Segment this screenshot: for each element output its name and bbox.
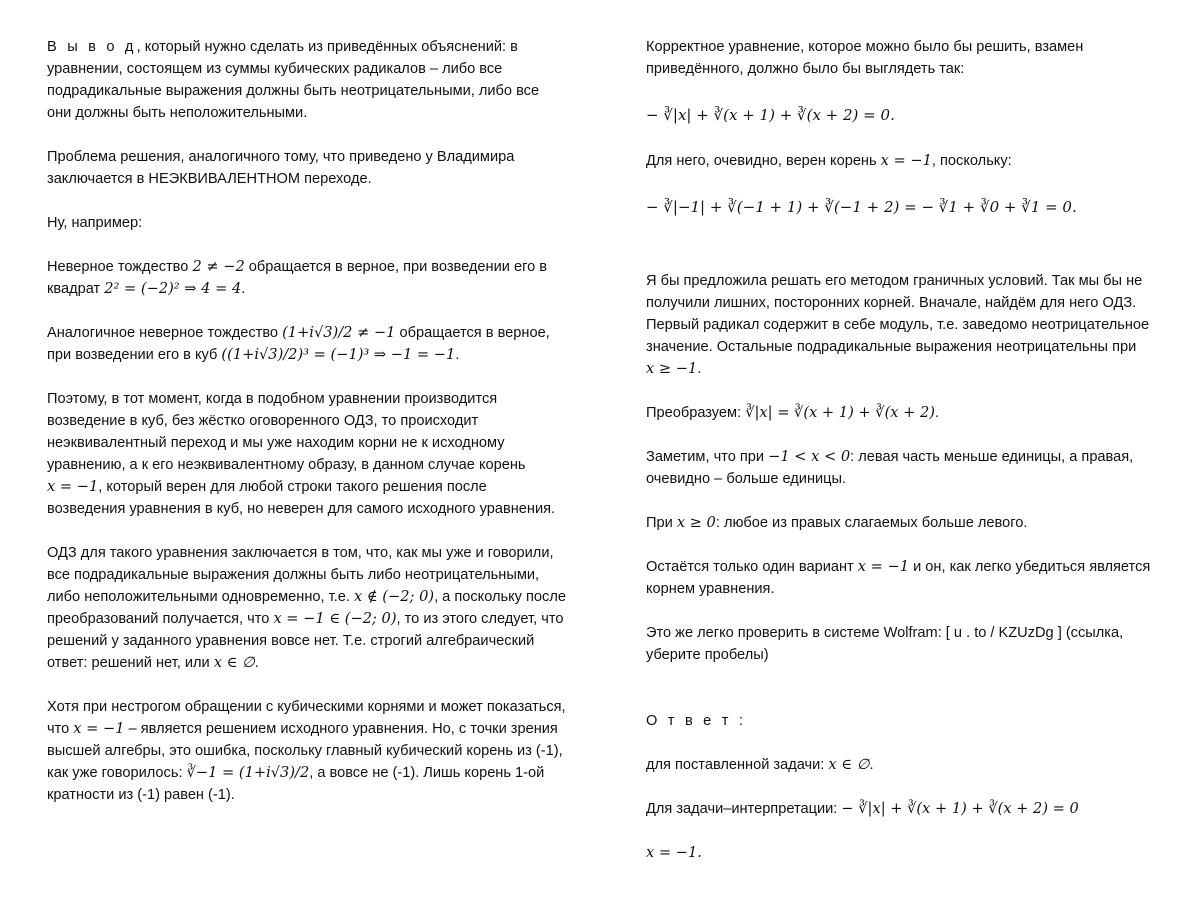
single-variant-paragraph: Остаётся только один вариант x = −1 и он, как легко убедиться является корнем уравнения. [646,558,1151,597]
math-interval: −1 < x < 0 [768,448,851,465]
cube-example-paragraph: Аналогичное неверное тождество (1+i√3)/2 ≠ −1 обращается в верное, при возведении его в куб ((1+i√3)/2)³ = (−1)³ ⇒ −1 = −1. [47,324,550,363]
math-root: x = −1 [47,478,99,495]
boundary-method-paragraph: Я бы предложила решать его методом граничных условий. Так мы бы не получили лишних, посторонних корней. Вначале, найдём для него ОДЗ. Первый радикал содержит в себе модуль, т.е. заведомо неотрицательное значение. Остальные подрадикальные выражения неотрицательны при x ≥ −1. [646,273,1150,377]
math-principal-cube-root: ∛−1 = (1+i√3)/2 [186,764,310,781]
nonnegative-paragraph: При x ≥ 0: любое из правых слагаемых больше левого. [646,514,1028,531]
root-statement: Для него, очевидно, верен корень x = −1, поскольку: [646,152,1012,169]
math-empty-set: x ∈ ∅ [828,756,870,773]
odz-paragraph: ОДЗ для такого уравнения заключается в том, что, как мы уже и говорили, все подрадикальные выражения должны быть либо неотрицательными, либо неположительными одновременно, т.е. x ∉ (−2; 0), а поскольку после преобразований получается, что x = −1 ∈ (−2; 0), то из этого следует, что решений у заданного уравнения вовсе нет. Т.е. строгий алгебраический ответ: решений нет, или x ∈ ∅. [47,545,566,671]
left-column [47,36,567,806]
math-root-in-interval: x = −1 ∈ (−2; 0) [273,610,397,627]
conclusion-label: В ы в о д [47,39,137,55]
problem-paragraph: Проблема решения, аналогичного тому, что приведено у Владимира заключается в НЕЭКВИВАЛЕНТНОМ переходе. [47,149,515,187]
answer-root: x = −1. [646,844,702,861]
answer-posed-task: для поставленной задачи: x ∈ ∅. [646,756,874,773]
conclusion-paragraph: В ы в о д, который нужно сделать из приведённых объяснений: в уравнении, состоящем из суммы кубических радикалов – либо все подрадикальные выражения должны быть неотрицательными, либо все они должны быть неположительными. [47,39,540,121]
square-example-paragraph: Неверное тождество 2 ≠ −2 обращается в верное, при возведении его в квадрат 2² = (−2)² ⇒ 4 = 4. [47,258,548,297]
correct-equation-intro: Корректное уравнение, которое можно было бы решить, взамен приведённого, должно было бы выглядеть так: [646,39,1084,77]
math-empty-set: x ∈ ∅ [213,654,255,671]
transform-paragraph: Преобразуем: ∛|x| = ∛(x + 1) + ∛(x + 2). [646,404,940,421]
example-intro: Ну, например: [47,215,143,231]
math-root: x = −1 [73,720,125,737]
root-verification: − ∛|−1| + ∛(−1 + 1) + ∛(−1 + 2) = − ∛1 + ∛0 + ∛1 = 0. [646,198,1077,216]
negative-interval-paragraph: Заметим, что при −1 < x < 0: левая часть меньше единицы, а правая, очевидно – больше единицы. [646,448,1134,487]
wolfram-paragraph: Это же легко проверить в системе Wolfram: [ u . to / KZUzDg ] (ссылка, уберите пробелы) [646,625,1124,663]
math-root: x = −1 [880,152,932,169]
math-domain: x ≥ −1 [646,360,698,377]
math-inequality: 2 ≠ −2 [192,258,245,275]
math-odz-condition: x ∉ (−2; 0) [354,588,435,605]
right-column [646,36,1156,864]
math-square-identity: 2² = (−2)² ⇒ 4 = 4 [104,280,242,297]
math-interpretation-equation: − ∛|x| + ∛(x + 1) + ∛(x + 2) = 0 [841,800,1079,817]
correct-equation: − ∛|x| + ∛(x + 1) + ∛(x + 2) = 0. [646,106,895,124]
math-cube-identity: ((1+i√3)/2)³ = (−1)³ ⇒ −1 = −1 [221,346,456,363]
nonequivalent-paragraph: Поэтому, в тот момент, когда в подобном уравнении производится возведение в куб, без жёстко оговоренного ОДЗ, то происходит неэквивалентный переход и мы уже находим корни не к исходному уравнению, а к его неэквивалентному образу, в данном случае корень x = −1, который верен для любой строки такого решения после возведения уравнения в куб, но неверен для самого исходного уравнения. [47,391,556,517]
math-complex-inequality: (1+i√3)/2 ≠ −1 [282,324,396,341]
math-transformed-equation: ∛|x| = ∛(x + 1) + ∛(x + 2) [745,404,935,421]
principal-root-paragraph: Хотя при нестрогом обращении с кубическими корнями и может показаться, что x = −1 – является решением исходного уравнения. Но, с точки зрения высшей алгебры, это ошибка, поскольку главный кубический корень из (-1), как уже говорилось: ∛−1 = (1+i√3)/2, а вовсе не (-1). Лишь корень 1-ой кратности из (-1) равен (-1). [47,699,566,803]
answer-heading: О т в е т : [646,713,747,729]
answer-interpretation: Для задачи–интерпретации: − ∛|x| + ∛(x + 1) + ∛(x + 2) = 0 [646,800,1079,817]
math-nonnegative: x ≥ 0 [676,514,716,531]
math-root: x = −1 [857,558,910,575]
